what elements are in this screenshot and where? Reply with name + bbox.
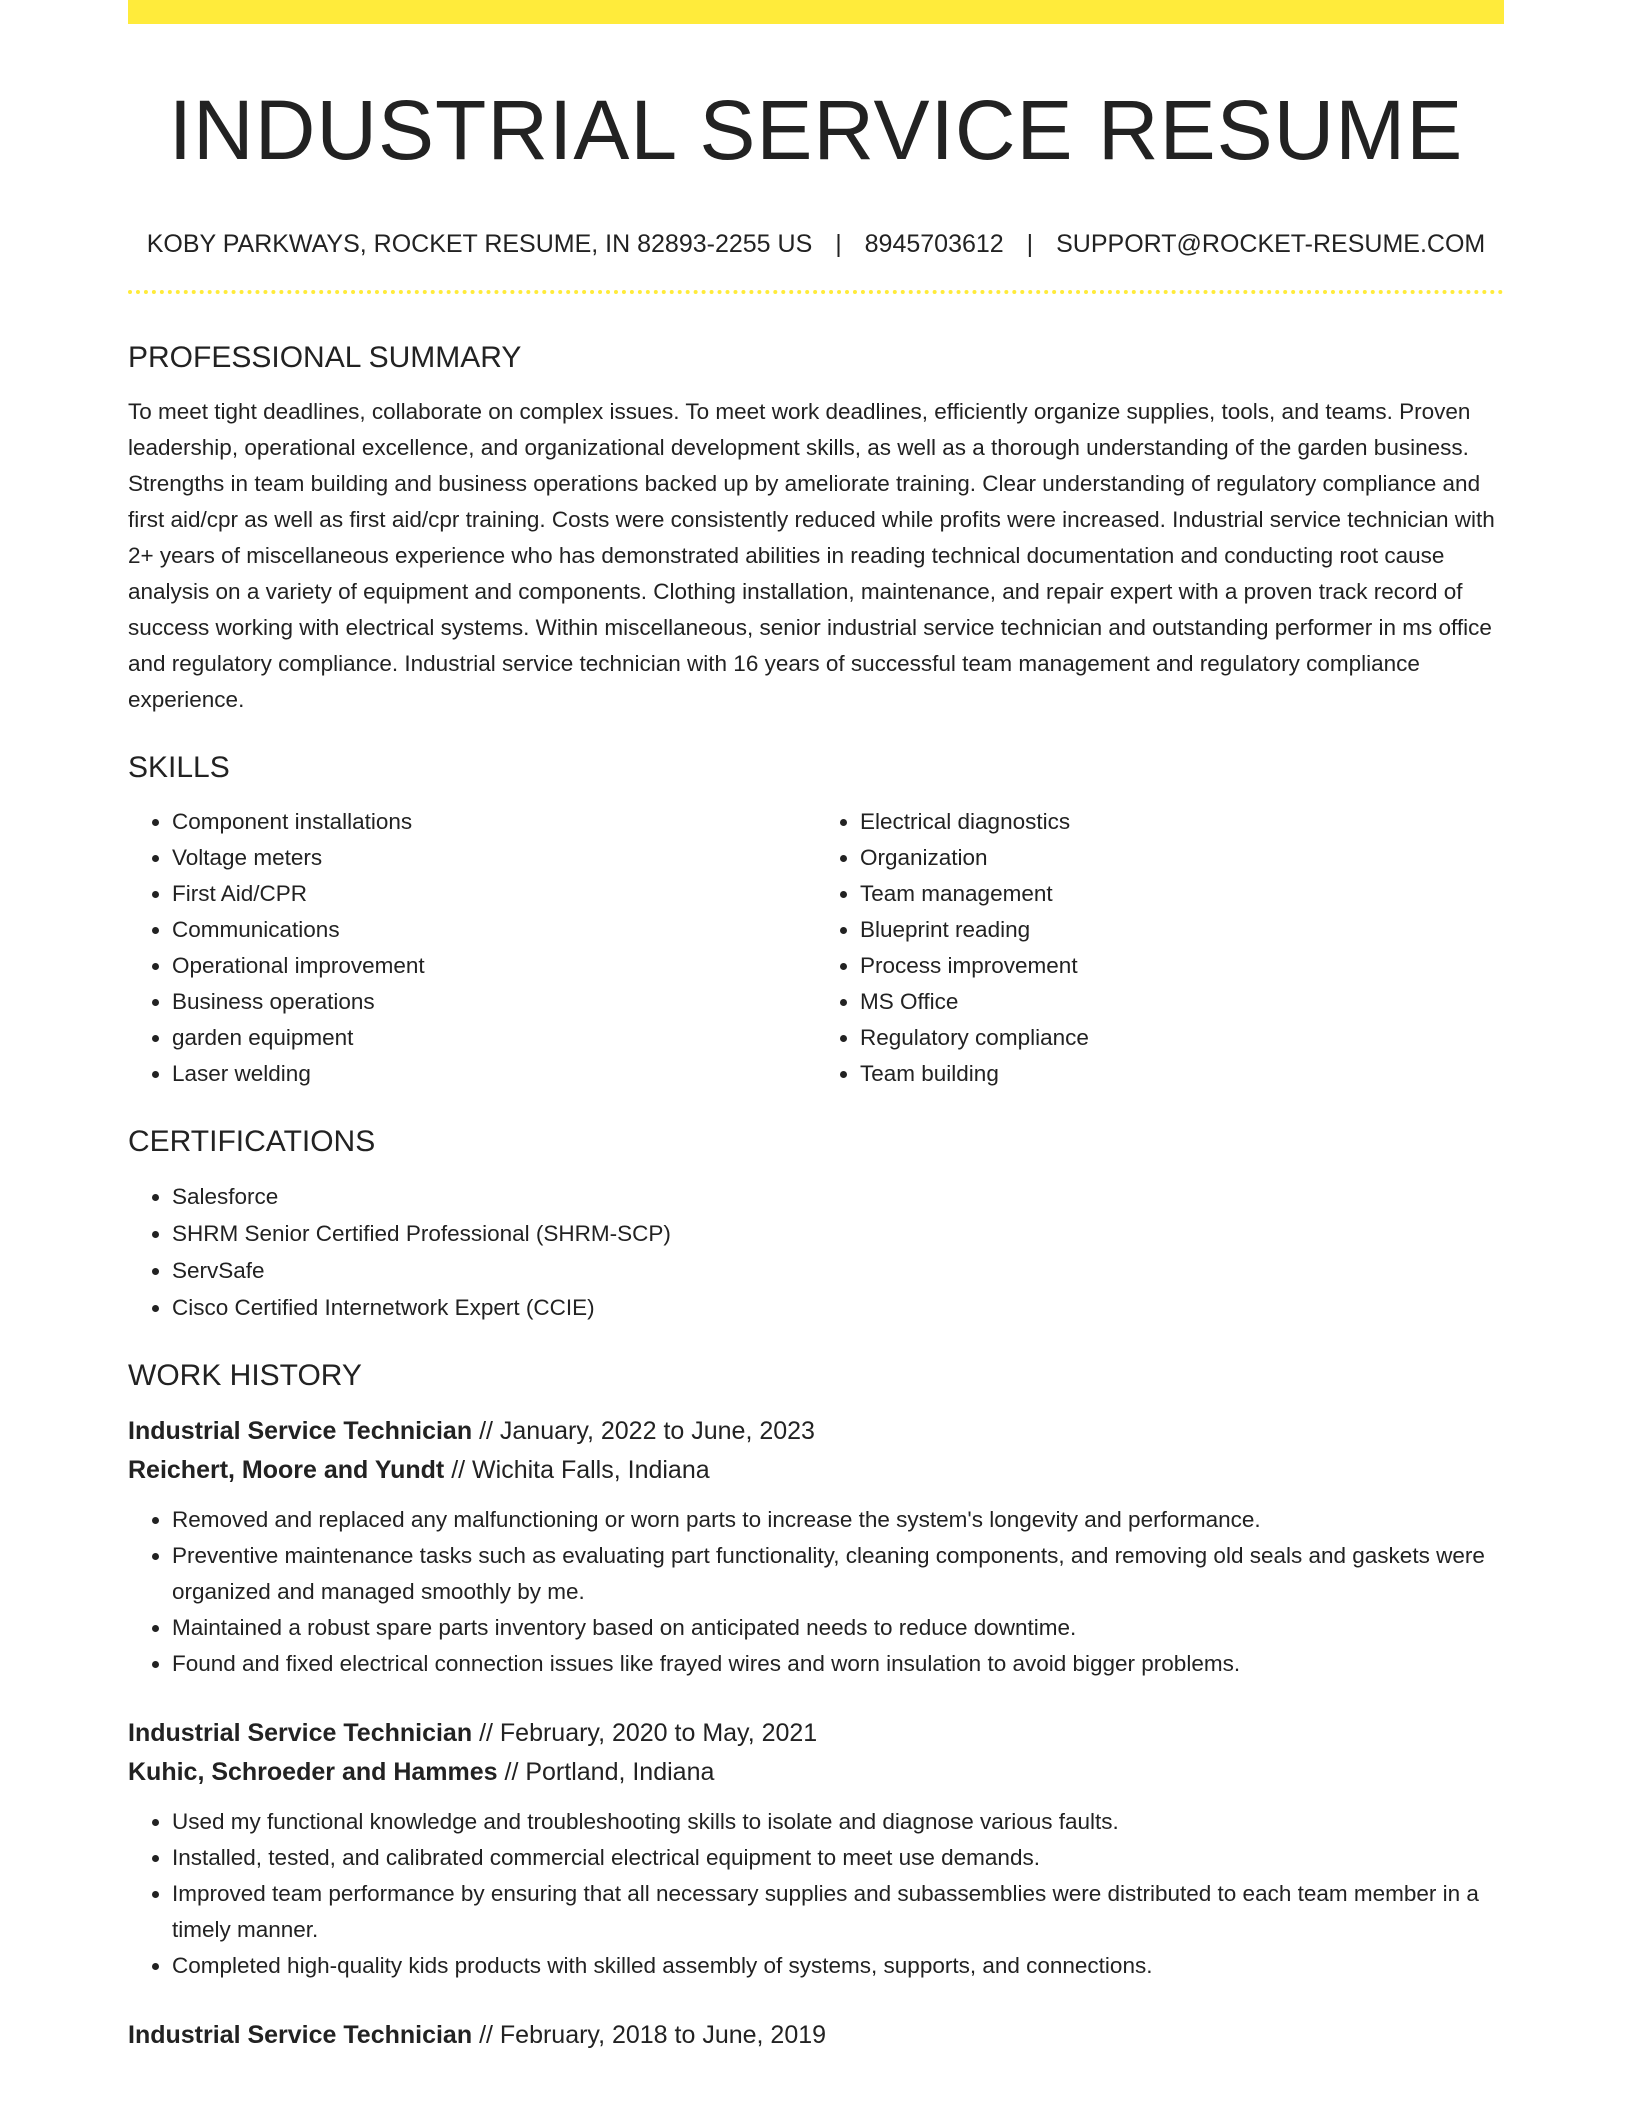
summary-text: To meet tight deadlines, collaborate on complex issues. To meet work deadlines, efficiently organize supplies, tools, and teams. Proven leadership, operational excellence, and organizational development skills, as well as a thorough understanding of the garden business. Strengths in team building and business operations backed up by ameliorate training. Clear understanding of regulatory compliance and first aid/cpr as well as first aid/cpr training. Costs were consistently reduced while profits were increased. Industrial service technician with 2+ years of miscellaneous experience who has demonstrated abilities in reading technical documentation and conducting root cause analysis on a variety of equipment and components. Clothing installation, maintenance, and repair expert with a proven track record of success working with electrical systems. Within miscellaneous, senior industrial service technician and outstanding performer in ms office and regulatory compliance. Industrial service technician with 16 years of successful team management and regulatory compliance experience.: [128, 399, 1495, 712]
job-company-line: [128, 1753, 1504, 1792]
contact-address: KOBY PARKWAYS, ROCKET RESUME, IN 82893-2255 US: [146, 230, 813, 258]
certification-item: • SHRM Senior Certified Professional (SHRM-SCP): [172, 1215, 1504, 1252]
certifications-heading: CERTIFICATIONS: [128, 1125, 376, 1158]
skill-item: • Business operations: [172, 984, 816, 1020]
contact-separator: |: [835, 230, 842, 258]
job-bullet: • Completed high-quality kids products with skilled assembly of systems, supports, and connections.: [172, 1948, 1504, 1984]
skills-grid: [128, 804, 1504, 1092]
job-bullet: • Improved team performance by ensuring that all necessary supplies and subassemblies were distributed to each team member in a timely manner.: [172, 1876, 1504, 1948]
contact-phone: 8945703612: [864, 230, 1004, 258]
certifications-list: [128, 1178, 1504, 1326]
job-company-line: [128, 1451, 1504, 1490]
job-company: Reichert, Moore and Yundt: [128, 1456, 445, 1484]
job-bullets: [128, 1804, 1504, 1984]
skill-item: • Laser welding: [172, 1056, 816, 1092]
job-title-line: [128, 1412, 1504, 1451]
job-company: Kuhic, Schroeder and Hammes: [128, 1758, 498, 1786]
skill-item: • First Aid/CPR: [172, 876, 816, 912]
job-title: Industrial Service Technician: [128, 2021, 473, 2049]
skills-right-list: [816, 804, 1504, 1092]
skill-item: • Communications: [172, 912, 816, 948]
certification-item: • Cisco Certified Internetwork Expert (CCIE): [172, 1289, 1504, 1326]
skill-item: • Component installations: [172, 804, 816, 840]
skills-heading: SKILLS: [128, 751, 230, 784]
summary-heading: PROFESSIONAL SUMMARY: [128, 341, 522, 374]
job-dates: // February, 2018 to June, 2019: [479, 2021, 827, 2049]
skill-item: • Voltage meters: [172, 840, 816, 876]
resume-content: [128, 0, 1504, 2055]
job-bullet: • Installed, tested, and calibrated commercial electrical equipment to meet use demands.: [172, 1840, 1504, 1876]
work-history-heading: WORK HISTORY: [128, 1359, 362, 1392]
job-entry: [128, 1714, 1504, 1984]
skill-item: • Regulatory compliance: [860, 1020, 1504, 1056]
job-entry: [128, 2016, 1504, 2055]
certification-item: • ServSafe: [172, 1252, 1504, 1289]
contact-line: [128, 228, 1504, 260]
job-title: Industrial Service Technician: [128, 1417, 473, 1445]
skill-item: • Organization: [860, 840, 1504, 876]
job-bullet: • Found and fixed electrical connection issues like frayed wires and worn insulation to avoid bigger problems.: [172, 1646, 1504, 1682]
skill-item: • Process improvement: [860, 948, 1504, 984]
skills-left-list: [128, 804, 816, 1092]
certification-item: • Salesforce: [172, 1178, 1504, 1215]
job-bullets: [128, 1502, 1504, 1682]
dotted-divider: [128, 290, 1504, 294]
job-dates: // February, 2020 to May, 2021: [479, 1719, 818, 1747]
skill-item: • Team management: [860, 876, 1504, 912]
job-dates: // January, 2022 to June, 2023: [479, 1417, 815, 1445]
job-bullet: • Used my functional knowledge and troubleshooting skills to isolate and diagnose various faults.: [172, 1804, 1504, 1840]
skill-item: • MS Office: [860, 984, 1504, 1020]
skill-item: • garden equipment: [172, 1020, 816, 1056]
contact-separator: |: [1026, 230, 1034, 258]
job-title: Industrial Service Technician: [128, 1719, 473, 1747]
job-bullet: • Maintained a robust spare parts inventory based on anticipated needs to reduce downtime.: [172, 1610, 1504, 1646]
job-title-line: [128, 1714, 1504, 1753]
job-title-line: [128, 2016, 1504, 2055]
job-location: // Wichita Falls, Indiana: [451, 1456, 710, 1484]
job-bullet: • Preventive maintenance tasks such as evaluating part functionality, cleaning components, and removing old seals and gaskets were organized and managed smoothly by me.: [172, 1538, 1504, 1610]
skill-item: • Electrical diagnostics: [860, 804, 1504, 840]
resume-title: INDUSTRIAL SERVICE RESUME: [168, 83, 1464, 177]
job-bullet: • Removed and replaced any malfunctioning or worn parts to increase the system's longevity and performance.: [172, 1502, 1504, 1538]
contact-email: SUPPORT@ROCKET-RESUME.COM: [1056, 230, 1486, 258]
job-location: // Portland, Indiana: [504, 1758, 715, 1786]
skill-item: • Operational improvement: [172, 948, 816, 984]
skill-item: • Team building: [860, 1056, 1504, 1092]
job-entry: [128, 1412, 1504, 1682]
skill-item: • Blueprint reading: [860, 912, 1504, 948]
